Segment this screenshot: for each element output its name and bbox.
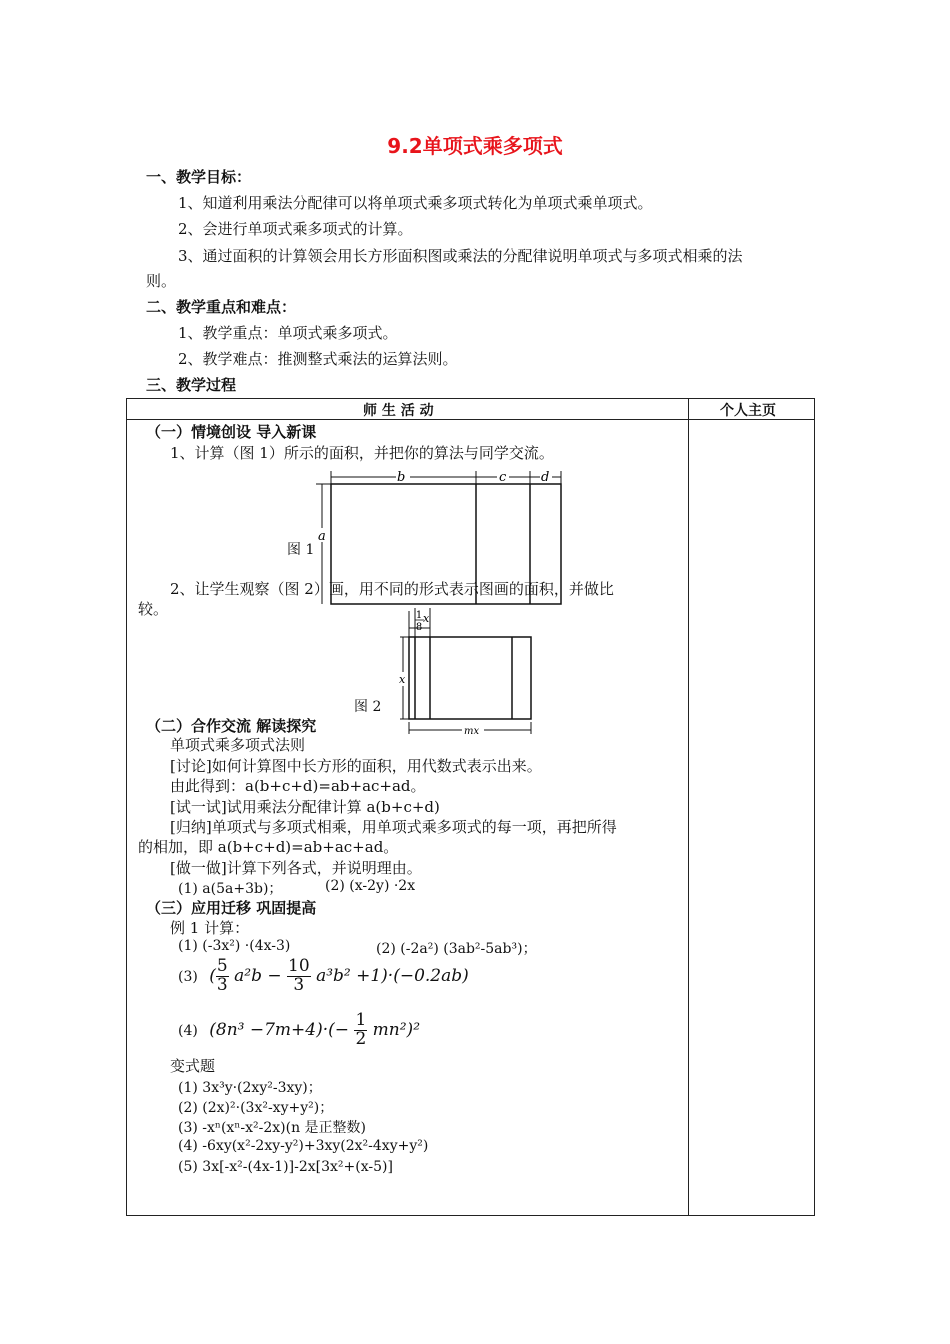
difficulty-point: 2、教学难点：推测整式乘法的运算法则。: [178, 350, 458, 368]
focus-point: 1、教学重点：单项式乘多项式。: [178, 324, 398, 342]
question-1: 1、计算（图 1）所示的面积，并把你的算法与同学交流。: [170, 444, 554, 462]
variant-5: (5) 3x[-x²-(4x-1)]-2x[3x²+(x-5)]: [178, 1159, 393, 1175]
column-header-activities: 师 生 活 动: [363, 403, 434, 419]
example-3-frac-2: $\frac{10}{3}$: [288, 956, 310, 995]
objective-1: 1、知道利用乘法分配律可以将单项式乘多项式转化为单项式乘单项式。: [178, 194, 653, 212]
question-2-cont: 较。: [138, 600, 169, 618]
example-4-right: mn²)²: [372, 1019, 421, 1040]
try-line: [试一试]试用乘法分配律计算 a(b+c+d): [170, 798, 440, 816]
rule-title: 单项式乘多项式法则: [170, 736, 306, 754]
discuss-line: [讨论]如何计算图中长方形的面积，用代数式表示出来。: [170, 757, 542, 775]
figure-2: [392, 606, 537, 736]
example-3: (3) ( $\frac{5}{3}$ a²b − $\frac{10}{3}$ a³b² +1)·(−0.2ab): [178, 956, 469, 995]
variant-4: (4) -6xy(x²-2xy-y²)+3xy(2x²-4xy+y²): [178, 1138, 429, 1154]
derive-line: 由此得到：a(b+c+d)=ab+ac+ad。: [170, 777, 426, 795]
figure-1-label-c: c: [499, 470, 507, 485]
objective-3-cont: 则。: [146, 272, 177, 290]
column-divider: [688, 399, 689, 1215]
figure-2-frac-num: 1: [415, 610, 423, 621]
figure-1-label-a: a: [318, 529, 326, 544]
example-1: (1) (-3x²) ·(4x-3): [178, 938, 291, 954]
practice-1: (1) a(5a+3b)；: [178, 881, 283, 897]
variant-3: (3) -xⁿ(xⁿ-x²-2x)(n 是正整数): [178, 1120, 367, 1136]
practice-2: (2) (x-2y) ·2x: [325, 878, 416, 894]
example-3-mid-1: a²b −: [234, 965, 282, 986]
example-4-label: (4): [178, 1022, 198, 1039]
question-2: 2、让学生观察（图 2）画，用不同的形式表示图画的面积，并做比: [170, 580, 614, 598]
part2-heading: （二）合作交流 解读探究: [146, 717, 317, 735]
page-title: 9.2单项式乘多项式: [387, 134, 563, 158]
example-4-left: (8n³ −7m+4)·(−: [209, 1019, 350, 1040]
example-4-frac: $\frac{1}{2}$: [355, 1010, 367, 1049]
summary-line: [归纳]单项式与多项式相乘，用单项式乘多项式的每一项，再把所得: [170, 818, 617, 836]
section2-heading: 二、教学重点和难点：: [146, 298, 297, 316]
part1-heading: （一）情境创设 导入新课: [146, 423, 317, 441]
do-line: [做一做]计算下列各式，并说明理由。: [170, 859, 422, 877]
figure-1-label-d: d: [541, 470, 550, 485]
summary-line-cont: 的相加，即 a(b+c+d)=ab+ac+ad。: [138, 838, 399, 856]
figure-2-label-x-side: x: [399, 673, 406, 686]
figure-2-label-x-top: x: [423, 612, 430, 625]
objective-3: 3、通过面积的计算领会用长方形面积图或乘法的分配律说明单项式与多项式相乘的法: [178, 247, 743, 265]
example-3-frac-1: $\frac{5}{3}$: [216, 956, 228, 995]
figure-1-label-b: b: [397, 470, 406, 485]
variant-label: 变式题: [170, 1057, 216, 1075]
figure-2-frac-den: 8: [415, 622, 423, 633]
header-divider: [127, 419, 814, 420]
variant-2: (2) (2x)²·(3x²-xy+y²)；: [178, 1100, 334, 1116]
figure-2-label-mx: mx: [464, 726, 480, 736]
example-3-label: (3): [178, 968, 198, 985]
section1-heading: 一、教学目标：: [146, 168, 252, 186]
figure-2-caption: 图 2: [354, 699, 382, 715]
variant-1: (1) 3x³y·(2xy²-3xy)；: [178, 1080, 322, 1096]
figure-1-caption: 图 1: [287, 542, 315, 558]
example-2: (2) (-2a²) (3ab²-5ab³)；: [376, 941, 537, 957]
part3-heading: （三）应用迁移 巩固提高: [146, 899, 317, 917]
objective-2: 2、会进行单项式乘多项式的计算。: [178, 220, 413, 238]
example-4: [178, 1012, 420, 1049]
section3-heading: 三、教学过程: [146, 376, 237, 394]
example-label: 例 1 计算：: [170, 919, 250, 937]
column-header-homepage: 个人主页: [720, 403, 776, 419]
example-3-mid-2: a³b² +1)·(−0.2ab): [316, 965, 469, 986]
